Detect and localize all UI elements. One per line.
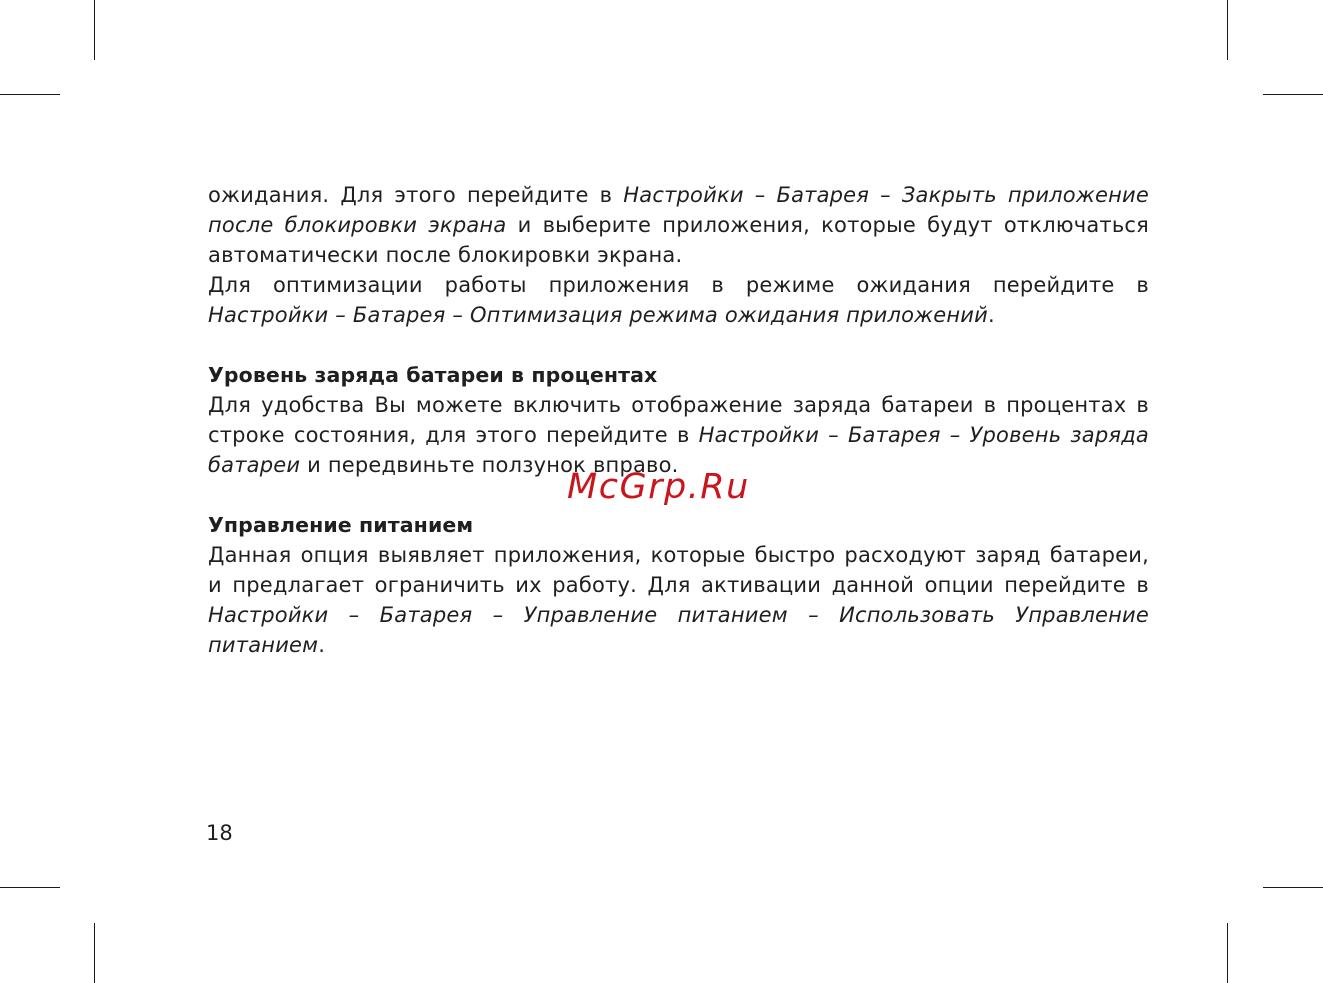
page-content — [208, 180, 1149, 660]
settings-path: Настройки – Батарея – Уровень заряда батареи — [208, 423, 1149, 477]
page-number: 18 — [206, 821, 233, 845]
crop-mark-bottom-right-vertical — [1227, 923, 1228, 983]
settings-path: Настройки – Батарея – Закрыть приложение после блокировки экрана — [208, 183, 1149, 237]
crop-mark-top-left-horizontal — [0, 94, 60, 95]
paragraph-text: . — [988, 303, 995, 327]
heading-power-management: Управление питанием — [208, 513, 474, 537]
paragraph-text: Для удобства Вы можете включить отображение заряда батареи в процентах в строке состояния, для этого перейдите в — [208, 393, 1149, 447]
crop-mark-bottom-left-vertical — [94, 923, 95, 983]
heading-battery-percent: Уровень заряда батареи в процентах — [208, 363, 658, 387]
watermark: McGrp.Ru — [567, 467, 750, 507]
settings-path: Настройки – Батарея – Управление питанием – Использовать Управление питанием — [208, 603, 1149, 657]
paragraph-text: . — [318, 633, 326, 657]
paragraph-close-apps — [208, 180, 1149, 270]
paragraph-text: Для оптимизации работы приложения в режиме ожидания перейдите в — [208, 273, 1149, 297]
crop-mark-top-right-horizontal — [1263, 94, 1323, 95]
paragraph-text: и передвиньте ползунок вправо. — [300, 453, 679, 477]
paragraph-power-management — [208, 540, 1149, 660]
settings-path: Настройки – Батарея – Оптимизация режима ожидания приложений — [208, 303, 989, 327]
crop-mark-top-left-vertical — [94, 0, 95, 60]
crop-mark-top-right-vertical — [1227, 0, 1228, 60]
paragraph-text: и выберите приложения, которые будут отключаться автоматически после блокировки экрана. — [208, 213, 1149, 267]
crop-mark-bottom-left-horizontal — [0, 887, 60, 888]
crop-mark-bottom-right-horizontal — [1263, 887, 1323, 888]
paragraph-text: ожидания. Для этого перейдите в — [208, 183, 624, 207]
paragraph-standby-optimization — [208, 270, 1149, 330]
paragraph-text: Данная опция выявляет приложения, которые быстро расходуют заряд батареи, и предлагает ограничить их работу. Для активации данной опции перейдите в — [208, 543, 1149, 597]
